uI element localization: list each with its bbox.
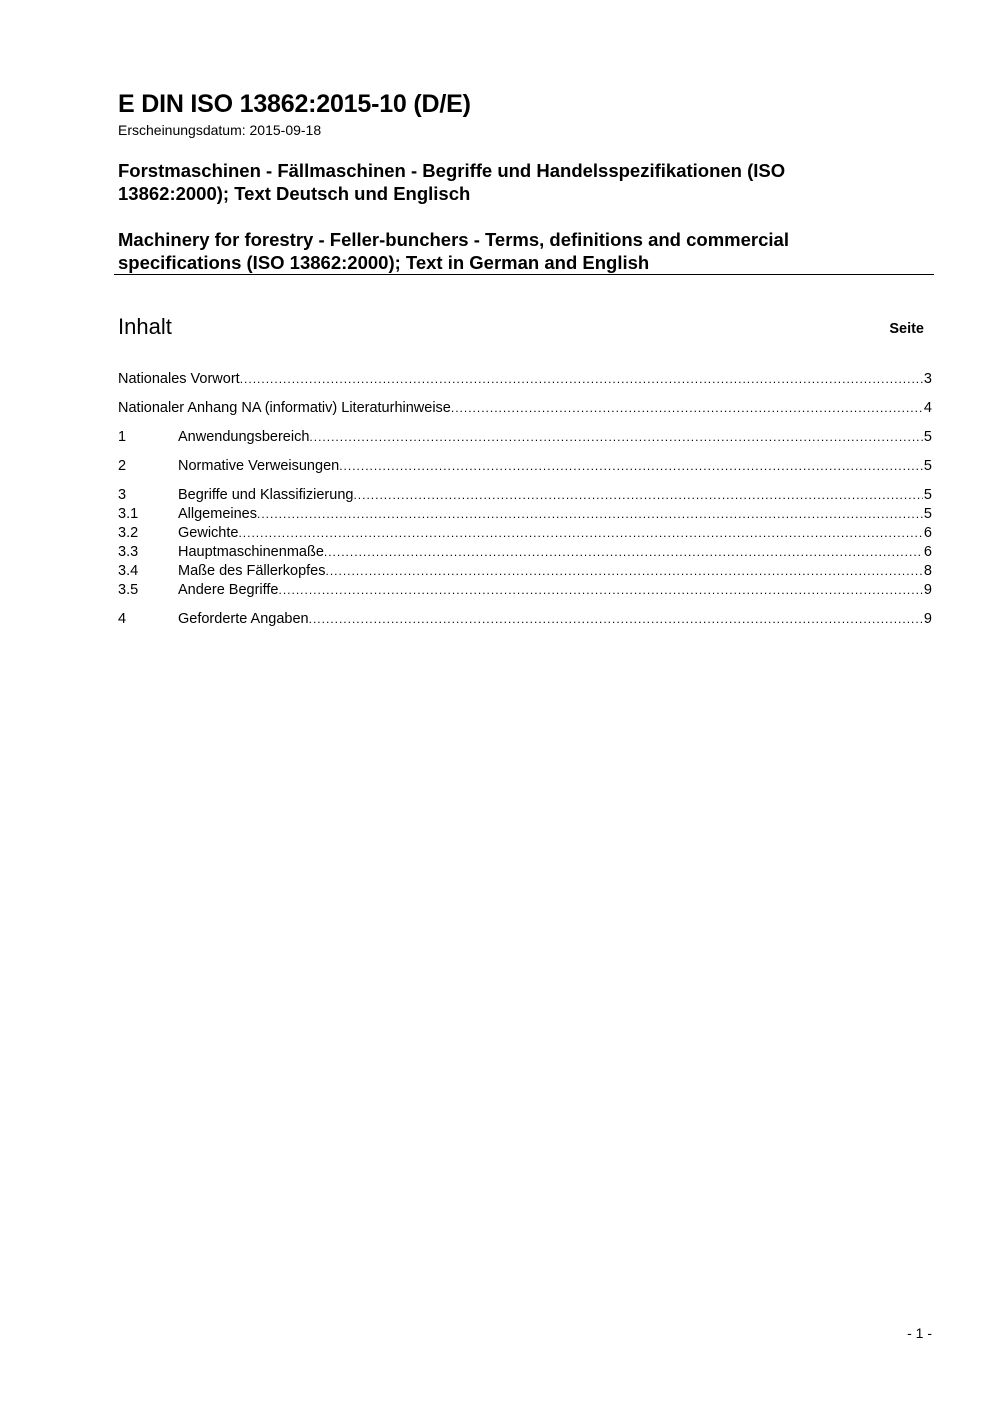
toc-entry[interactable] <box>118 505 932 524</box>
toc-entry-number: 3.1 <box>118 506 139 522</box>
toc-entry[interactable] <box>118 581 932 600</box>
title-english-line-2: specifications (ISO 13862:2000); Text in German and English <box>118 252 650 273</box>
toc-leader-dots <box>325 562 922 581</box>
toc-entry-label: Maße des Fällerkopfes <box>178 563 326 579</box>
toc-entry-number: 3.2 <box>118 525 139 541</box>
toc-entry-page: 5 <box>923 458 932 474</box>
toc-entry-label: Hauptmaschinenmaße <box>178 544 324 560</box>
toc-entry-page: 9 <box>923 611 932 627</box>
toc-entry-page: 6 <box>923 525 932 541</box>
toc-leader-dots <box>238 524 922 543</box>
toc-entry-number: 3.5 <box>118 582 139 598</box>
toc-leader-dots <box>451 399 923 418</box>
toc-entry-number: 4 <box>118 611 127 627</box>
toc-entry-number: 1 <box>118 429 127 445</box>
toc-entry-label: Allgemeines <box>178 506 257 522</box>
toc-entry-label: Nationaler Anhang NA (informativ) Literaturhinweise <box>118 400 451 416</box>
toc-entry-label: Andere Begriffe <box>178 582 279 598</box>
toc-entry[interactable] <box>118 370 932 389</box>
toc-entry-label: Geforderte Angaben <box>178 611 309 627</box>
toc-entry-number: 3.4 <box>118 563 139 579</box>
toc-leader-dots <box>309 428 923 447</box>
toc-entry-label: Anwendungsbereich <box>178 429 310 445</box>
toc-leader-dots <box>257 505 923 524</box>
toc-entry[interactable] <box>118 524 932 543</box>
toc-leader-dots <box>339 457 923 476</box>
toc-leader-dots <box>324 543 923 562</box>
toc-entry-page: 5 <box>923 487 932 503</box>
toc-entry-label: Nationales Vorwort <box>118 371 240 387</box>
toc-entry-page: 5 <box>923 429 932 445</box>
document-id: E DIN ISO 13862:2015-10 (D/E) <box>118 90 471 118</box>
toc-entry-page: 4 <box>923 400 932 416</box>
toc-entry[interactable] <box>118 562 932 581</box>
toc-entry-page: 8 <box>923 563 932 579</box>
title-english <box>118 228 878 274</box>
toc-leader-dots <box>353 486 922 505</box>
toc-entry[interactable] <box>118 543 932 562</box>
toc-leader-dots <box>240 370 923 389</box>
toc-entry[interactable] <box>118 486 932 505</box>
toc-entry-page: 9 <box>923 582 932 598</box>
toc-entry-label: Gewichte <box>178 525 239 541</box>
page-number: - 1 - <box>907 1325 932 1341</box>
toc-entry-page: 6 <box>923 544 932 560</box>
toc-entry[interactable] <box>118 610 932 629</box>
toc-entry-label: Begriffe und Klassifizierung <box>178 487 354 503</box>
title-german-line-2: 13862:2000); Text Deutsch und Englisch <box>118 183 471 204</box>
toc-entry-number: 3.3 <box>118 544 139 560</box>
toc-leader-dots <box>279 581 923 600</box>
toc-heading: Inhalt <box>118 314 172 339</box>
toc-entry[interactable] <box>118 457 932 476</box>
title-divider <box>114 274 934 275</box>
toc-entry-page: 5 <box>923 506 932 522</box>
toc-page-column-label: Seite <box>889 321 924 337</box>
title-german-line-1: Forstmaschinen - Fällmaschinen - Begriffe und Handelsspezifikationen (ISO <box>118 160 786 181</box>
title-english-line-1: Machinery for forestry - Feller-bunchers - Terms, definitions and commercial <box>118 229 789 250</box>
toc-entry-page: 3 <box>923 371 932 387</box>
toc-leader-dots <box>309 610 923 629</box>
table-of-contents <box>118 370 932 629</box>
toc-entry-label: Normative Verweisungen <box>178 458 340 474</box>
title-german <box>118 159 878 205</box>
toc-entry-number: 2 <box>118 458 127 474</box>
toc-entry-number: 3 <box>118 487 127 503</box>
toc-entry[interactable] <box>118 399 932 418</box>
toc-entry[interactable] <box>118 428 932 447</box>
publication-date: Erscheinungsdatum: 2015-09-18 <box>118 122 322 138</box>
